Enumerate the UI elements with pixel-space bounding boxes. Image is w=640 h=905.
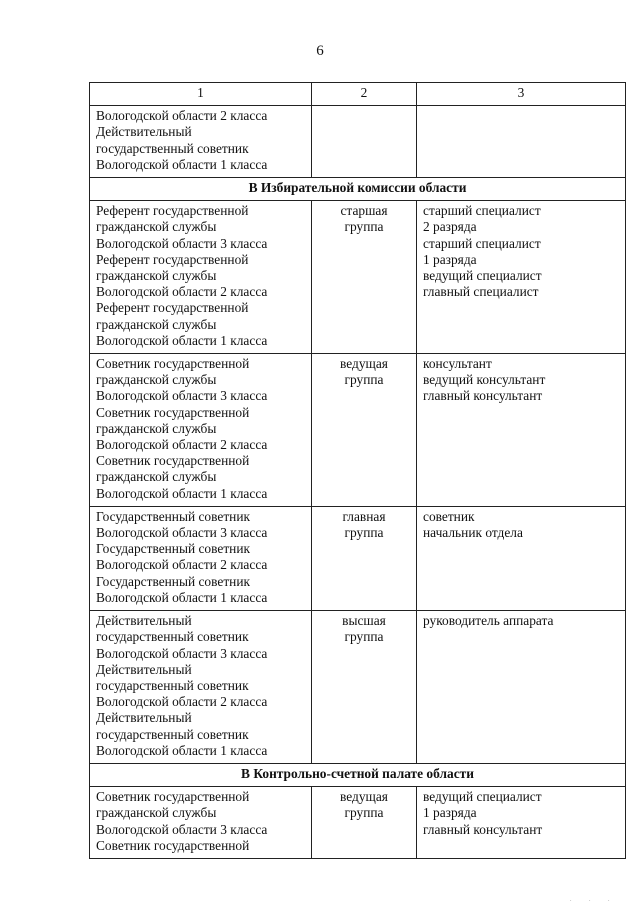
- cell-line: Вологодской области 1 класса: [96, 485, 268, 501]
- cell-line: начальник отдела: [423, 525, 523, 541]
- cell-line: ведущий специалист: [423, 268, 542, 284]
- cell-line: главная: [342, 508, 386, 524]
- table-row: [90, 787, 626, 859]
- cell-line: Действительный: [96, 710, 192, 726]
- cell-line: Вологодской области 1 класса: [96, 742, 268, 758]
- cell-line: Вологодской области 3 класса: [96, 645, 268, 661]
- position-cell: [417, 506, 626, 610]
- cell-line: Вологодской области 1 класса: [96, 589, 268, 605]
- cell-line: Советник государственной: [96, 837, 250, 853]
- cell-line: Государственный советник: [96, 541, 251, 557]
- cell-line: высшая: [342, 613, 386, 629]
- cell-line: Вологодской области 3 класса: [96, 525, 268, 541]
- cell-line: консультант: [423, 356, 492, 372]
- position-cell: [417, 787, 626, 859]
- table-header-row: [90, 83, 626, 106]
- cell-line: Государственный советник: [96, 573, 251, 589]
- page-number: 6: [316, 43, 324, 59]
- cell-line: группа: [344, 525, 384, 541]
- cell-line: 2 разряда: [423, 219, 477, 235]
- positions-table: [89, 82, 626, 859]
- cell-line: Вологодской области 2 класса: [96, 437, 268, 453]
- section-title: В Контрольно-счетной палате области: [90, 763, 626, 786]
- cell-line: Советник государственной: [96, 356, 250, 372]
- group-cell: [312, 506, 417, 610]
- cell-line: Вологодской области 1 класса: [96, 156, 268, 172]
- cell-line: Референт государственной: [96, 251, 249, 267]
- cell-line: Вологодской области 2 класса: [96, 694, 268, 710]
- cell-line: гражданской службы: [96, 420, 217, 436]
- rank-cell: [90, 787, 312, 859]
- group-cell: [312, 787, 417, 859]
- position-cell: [417, 201, 626, 354]
- table-row: [90, 506, 626, 610]
- column-header-3: 3: [417, 83, 626, 106]
- cell-line: Советник государственной: [96, 404, 250, 420]
- cell-line: гражданской службы: [96, 268, 217, 284]
- cell-line: ведущая: [340, 789, 388, 805]
- cell-line: Вологодской области 2 класса: [96, 284, 268, 300]
- section-row: [90, 178, 626, 201]
- cell-line: гражданской службы: [96, 805, 217, 821]
- cell-line: Вологодской области 1 класса: [96, 332, 268, 348]
- cell-line: группа: [344, 805, 384, 821]
- cell-line: главный консультант: [423, 388, 543, 404]
- cell-line: ведущий специалист: [423, 789, 542, 805]
- cell-line: Действительный: [96, 661, 192, 677]
- rank-cell: [90, 201, 312, 354]
- cell-line: группа: [344, 629, 384, 645]
- cell-line: гражданской службы: [96, 469, 217, 485]
- group-cell: [312, 354, 417, 507]
- cell-line: Советник государственной: [96, 453, 250, 469]
- cell-line: Вологодской области 3 класса: [96, 388, 268, 404]
- cell-line: Советник государственной: [96, 789, 250, 805]
- cell-line: Референт государственной: [96, 300, 249, 316]
- cell-line: советник: [423, 508, 475, 524]
- cell-line: старший специалист: [423, 235, 541, 251]
- cell-line: Действительный: [96, 613, 192, 629]
- rank-cell: [90, 611, 312, 764]
- column-header-2: 2: [312, 83, 417, 106]
- position-cell: [417, 611, 626, 764]
- group-cell: [312, 106, 417, 178]
- table-row: [90, 354, 626, 507]
- cell-line: Действительный: [96, 124, 192, 140]
- cell-line: государственный советник: [96, 726, 249, 742]
- rank-cell: [90, 506, 312, 610]
- rank-cell: [90, 354, 312, 507]
- scan-artifact: . . .: [570, 897, 618, 903]
- cell-line: группа: [344, 372, 384, 388]
- cell-line: руководитель аппарата: [423, 613, 554, 629]
- cell-line: государственный советник: [96, 677, 249, 693]
- cell-line: главный консультант: [423, 821, 543, 837]
- rank-cell: [90, 106, 312, 178]
- section-row: [90, 763, 626, 786]
- cell-line: Вологодской области 2 класса: [96, 108, 268, 124]
- cell-line: группа: [344, 219, 384, 235]
- cell-line: государственный советник: [96, 629, 249, 645]
- cell-line: Государственный советник: [96, 508, 251, 524]
- cell-line: старшая: [340, 203, 388, 219]
- group-cell: [312, 611, 417, 764]
- column-header-1: 1: [90, 83, 312, 106]
- table-row: [90, 106, 626, 178]
- cell-line: Вологодской области 3 класса: [96, 821, 268, 837]
- table-row: [90, 611, 626, 764]
- position-cell: [417, 106, 626, 178]
- positions-table-body: [90, 83, 626, 859]
- cell-line: ведущий консультант: [423, 372, 546, 388]
- cell-line: гражданской службы: [96, 316, 217, 332]
- cell-line: Вологодской области 2 класса: [96, 557, 268, 573]
- cell-line: гражданской службы: [96, 219, 217, 235]
- cell-line: Вологодской области 3 класса: [96, 235, 268, 251]
- cell-line: государственный советник: [96, 140, 249, 156]
- cell-line: гражданской службы: [96, 372, 217, 388]
- cell-line: 1 разряда: [423, 805, 477, 821]
- cell-line: 1 разряда: [423, 251, 477, 267]
- cell-line: ведущая: [340, 356, 388, 372]
- table-row: [90, 201, 626, 354]
- cell-line: главный специалист: [423, 284, 539, 300]
- position-cell: [417, 354, 626, 507]
- section-title: В Избирательной комиссии области: [90, 178, 626, 201]
- cell-line: Референт государственной: [96, 203, 249, 219]
- group-cell: [312, 201, 417, 354]
- cell-line: старший специалист: [423, 203, 541, 219]
